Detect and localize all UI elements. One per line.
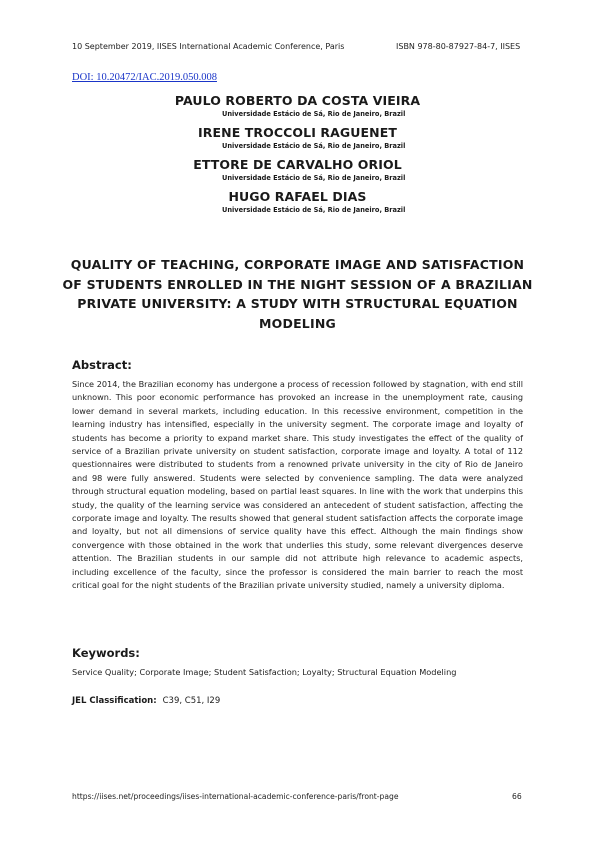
author-name: IRENE TROCCOLI RAGUENET — [198, 125, 397, 140]
jel-label: JEL Classification: — [72, 696, 157, 706]
paper-title: QUALITY OF TEACHING, CORPORATE IMAGE AND SATISFACTION OF STUDENTS ENROLLED IN THE NIGHT SESSION OF A BRAZILIAN PRIVATE UNIVERSITY: A STUDY WITH STRUCTURAL EQUATION MODELING — [62, 257, 533, 331]
author-affiliation: Universidade Estácio de Sá, Rio de Janeiro, Brazil — [222, 110, 406, 118]
author-block — [72, 92, 523, 119]
jel-codes: C39, C51, I29 — [162, 696, 221, 706]
footer-url-link[interactable]: https://iises.net/proceedings/iises-international-academic-conference-paris/front-page — [72, 792, 399, 801]
author-name: PAULO ROBERTO DA COSTA VIEIRA — [174, 93, 421, 108]
author-affiliation: Universidade Estácio de Sá, Rio de Janeiro, Brazil — [222, 174, 406, 182]
running-header-conference: 10 September 2019, IISES International Academic Conference, Paris — [72, 42, 345, 51]
author-name: ETTORE DE CARVALHO ORIOL — [193, 157, 402, 172]
keywords-heading: Keywords: — [72, 646, 140, 660]
page-number: 66 — [512, 792, 522, 801]
abstract-body: Since 2014, the Brazilian economy has undergone a process of recession followed by stagnation, with end still unknown. This poor economic performance has provoked an increase in the unemployment rate, causing lower demand in several markets, including education. In this recessive environment, competition in the learning industry has intensified, especially in the university segment. The corporate image and loyalty of students has become a priority to expand market share. This study investigates the effect of the quality of service of a Brazilian private university on student satisfaction, corporate image and loyalty. A total of 112 questionnaires were distributed to students from a renowned private university in the city of Rio de Janeiro and 98 were fully answered. Students were selected by convenience sampling. The data were analyzed through structural equation modeling, based on partial least squares. In line with the work that underpins this study, the quality of the learning service was considered an antecedent of student satisfaction, affecting the corporate image and loyalty. The results showed that general student satisfaction affects the corporate image and loyalty, but not all dimensions of service quality have this effect. Although the main findings show convergence with those obtained in the work that underlies this study, some relevant divergences deserve attention. The Brazilian students in our sample did not attribute high relevance to academic aspects, including excellence of the faculty, since the professor is considered the main barrier to reach the most critical goal for the night students of the Brazilian private university studied, namely a university diploma. — [72, 379, 523, 591]
doi-link[interactable]: DOI: 10.20472/IAC.2019.050.008 — [72, 72, 217, 83]
keywords-list: Service Quality; Corporate Image; Student Satisfaction; Loyalty; Structural Equation Modeling — [72, 667, 457, 677]
author-affiliation: Universidade Estácio de Sá, Rio de Janeiro, Brazil — [222, 206, 406, 214]
abstract-heading: Abstract: — [72, 358, 132, 372]
running-header-isbn: ISBN 978-80-87927-84-7, IISES — [396, 42, 521, 51]
author-block — [72, 124, 523, 151]
author-block — [72, 156, 523, 183]
author-affiliation: Universidade Estácio de Sá, Rio de Janeiro, Brazil — [222, 142, 406, 150]
author-name: HUGO RAFAEL DIAS — [228, 189, 367, 204]
author-block — [72, 188, 523, 215]
author-list — [72, 92, 523, 220]
jel-classification — [72, 696, 220, 706]
